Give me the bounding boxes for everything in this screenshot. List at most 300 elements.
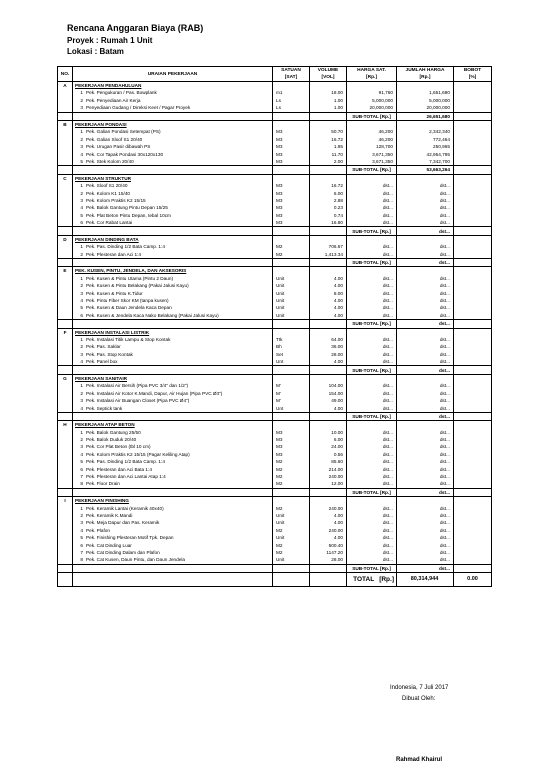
item-total: 5,000,000: [397, 97, 454, 104]
item-weight: [454, 512, 492, 519]
item-price: dst...: [347, 275, 397, 282]
item-no: 7: [80, 474, 83, 480]
table-row: [58, 197, 492, 204]
item-total: dst...: [397, 304, 454, 311]
empty-cell: [273, 258, 310, 266]
item-desc: [73, 534, 273, 541]
empty-cell: [58, 404, 73, 412]
empty-cell: [347, 120, 397, 128]
item-price: dst...: [347, 290, 397, 297]
item-weight: [454, 466, 492, 473]
empty-cell: [397, 328, 454, 336]
item-desc: [73, 436, 273, 443]
item-weight: [454, 458, 492, 465]
item-desc: [73, 197, 273, 204]
item-unit: M2: [273, 458, 310, 465]
item-total: dst...: [397, 297, 454, 304]
col-vol: VOLUME [VOL]: [310, 67, 347, 82]
item-desc: [73, 541, 273, 548]
item-vol: 1,413.34: [310, 251, 347, 259]
item-unit: M': [273, 382, 310, 389]
item-unit: Unit: [273, 297, 310, 304]
item-total: dst...: [397, 443, 454, 450]
item-desc: [73, 243, 273, 250]
item-unit: M3: [273, 219, 310, 227]
item-no: 1: [80, 275, 83, 281]
item-desc: [73, 466, 273, 473]
item-price: dst...: [347, 397, 397, 404]
item-price: 46,200: [347, 136, 397, 143]
item-unit: M3: [273, 136, 310, 143]
item-desc-text: Pek. Balok Gantung Pintu Depan 15/25: [86, 205, 168, 211]
item-desc-text: Pek. Meja Dapur dan Pas. Keramik: [86, 520, 160, 526]
empty-cell: [454, 412, 492, 420]
empty-cell: [397, 497, 454, 505]
item-desc-text: Pek. Kusen & Pintu Belakang (Pakai Jalusi Kayu): [86, 283, 189, 289]
item-unit: M3: [273, 443, 310, 450]
item-price: dst...: [347, 182, 397, 189]
empty-cell: [310, 258, 347, 266]
location-value: Batam: [99, 47, 124, 56]
empty-cell: [58, 128, 73, 135]
empty-cell: [273, 366, 310, 374]
item-weight: [454, 219, 492, 227]
empty-cell: [310, 573, 347, 587]
table-row: [58, 189, 492, 196]
empty-cell: [454, 374, 492, 382]
empty-cell: [73, 112, 273, 120]
table-row: [58, 351, 492, 358]
empty-cell: [454, 120, 492, 128]
table-row: [58, 275, 492, 282]
section-title: PEKERJAAN DINDING BATA: [73, 235, 273, 243]
item-unit: Ls: [273, 97, 310, 104]
item-price: 91,760: [347, 89, 397, 96]
item-desc: [73, 312, 273, 320]
item-total: dst...: [397, 351, 454, 358]
empty-cell: [454, 421, 492, 429]
subtotal-label: SUB-TOTAL [Rp.]: [347, 564, 397, 572]
item-unit: M2: [273, 504, 310, 511]
table-row: [58, 219, 492, 227]
empty-cell: [58, 166, 73, 174]
item-weight: [454, 151, 492, 158]
empty-cell: [310, 497, 347, 505]
empty-cell: [397, 174, 454, 182]
item-desc: [73, 282, 273, 289]
item-desc-text: Pek. Stek Kolom 20/40: [86, 159, 134, 164]
item-desc-text: Pek. Floor Drain: [86, 481, 120, 487]
item-price: dst...: [347, 312, 397, 320]
section-title: PEKERJAAN STRUKTUR: [73, 174, 273, 182]
empty-cell: [58, 366, 73, 374]
section-row: [58, 120, 492, 128]
section-row: [58, 497, 492, 505]
empty-cell: [347, 235, 397, 243]
empty-cell: [310, 328, 347, 336]
item-desc: [73, 336, 273, 343]
empty-cell: [73, 573, 273, 587]
empty-cell: [273, 82, 310, 90]
item-unit: M3: [273, 189, 310, 196]
empty-cell: [58, 104, 73, 112]
total-word: TOTAL: [353, 576, 375, 583]
empty-cell: [347, 328, 397, 336]
item-weight: [454, 443, 492, 450]
empty-cell: [58, 158, 73, 166]
item-vol: 64.00: [310, 336, 347, 343]
empty-cell: [454, 267, 492, 275]
subtotal-value: dst...: [397, 227, 454, 235]
section-row: [58, 328, 492, 336]
item-vol: 2.00: [310, 158, 347, 166]
empty-cell: [310, 174, 347, 182]
item-desc-text: Pek. Pas. Dinding 1/2 Bata Camp. 1:4: [86, 244, 165, 250]
section-code: E: [58, 267, 73, 275]
empty-cell: [310, 235, 347, 243]
item-weight: [454, 382, 492, 389]
item-weight: [454, 143, 492, 150]
empty-cell: [58, 312, 73, 320]
item-weight: [454, 527, 492, 534]
table-row: [58, 282, 492, 289]
item-price: dst...: [347, 204, 397, 211]
item-total: dst...: [397, 451, 454, 458]
item-desc: [73, 219, 273, 227]
item-desc-text: Pek. Instalasi Titik Lampu & Stop Kontak: [86, 336, 171, 342]
item-no: 4: [80, 151, 83, 157]
empty-cell: [58, 466, 73, 473]
item-no: 3: [80, 197, 83, 203]
empty-cell: [454, 227, 492, 235]
item-total: dst...: [397, 275, 454, 282]
item-price: dst...: [347, 527, 397, 534]
item-total: dst...: [397, 541, 454, 548]
empty-cell: [58, 390, 73, 397]
item-no: 1: [80, 129, 83, 135]
item-no: 4: [80, 205, 83, 211]
item-desc: [73, 473, 273, 480]
empty-cell: [73, 320, 273, 328]
item-no: 3: [80, 144, 83, 150]
item-weight: [454, 397, 492, 404]
item-weight: [454, 390, 492, 397]
item-no: 1: [80, 336, 83, 342]
item-no: 1: [80, 183, 83, 189]
item-unit: M2: [273, 527, 310, 534]
empty-cell: [310, 166, 347, 174]
item-unit: Set: [273, 351, 310, 358]
item-no: 2: [80, 251, 83, 257]
item-no: 2: [80, 437, 83, 443]
empty-cell: [58, 534, 73, 541]
item-desc: [73, 212, 273, 219]
item-desc: [73, 104, 273, 112]
item-total: dst...: [397, 219, 454, 227]
empty-cell: [58, 275, 73, 282]
empty-cell: [58, 143, 73, 150]
empty-cell: [58, 227, 73, 235]
section-code: C: [58, 174, 73, 182]
empty-cell: [58, 504, 73, 511]
item-vol: 1147.20: [310, 549, 347, 556]
item-no: 2: [80, 97, 83, 103]
item-price: dst...: [347, 282, 397, 289]
item-desc-text: Pek. Keramik K.Mandi: [86, 512, 133, 518]
item-no: 4: [80, 405, 83, 411]
item-unit: M3: [273, 436, 310, 443]
table-row: [58, 512, 492, 519]
item-unit: M3: [273, 197, 310, 204]
item-no: 3: [80, 351, 83, 357]
empty-cell: [347, 374, 397, 382]
grand-total-weight: 0.00: [454, 573, 492, 587]
empty-cell: [73, 227, 273, 235]
item-unit: M3: [273, 128, 310, 135]
item-unit: M': [273, 397, 310, 404]
item-vol: 12.00: [310, 480, 347, 488]
item-total: dst...: [397, 556, 454, 564]
item-desc: [73, 151, 273, 158]
item-no: 3: [80, 105, 83, 111]
table-row: [58, 297, 492, 304]
item-unit: M3: [273, 451, 310, 458]
item-unit: Unit: [273, 512, 310, 519]
empty-cell: [58, 382, 73, 389]
empty-cell: [397, 421, 454, 429]
item-no: 6: [80, 466, 83, 472]
item-weight: [454, 136, 492, 143]
empty-cell: [58, 282, 73, 289]
col-price: HARGA SAT. [Rp.]: [347, 67, 397, 82]
item-price: dst...: [347, 458, 397, 465]
item-desc: [73, 451, 273, 458]
item-unit: Unit: [273, 275, 310, 282]
empty-cell: [454, 258, 492, 266]
table-row: [58, 151, 492, 158]
item-desc: [73, 443, 273, 450]
item-total: dst...: [397, 312, 454, 320]
item-desc: [73, 504, 273, 511]
item-no: 6: [80, 312, 83, 318]
section-code: I: [58, 497, 73, 505]
item-desc: [73, 297, 273, 304]
item-price: dst...: [347, 436, 397, 443]
empty-cell: [58, 519, 73, 526]
item-price: 3,671,350: [347, 151, 397, 158]
item-total: dst...: [397, 512, 454, 519]
table-row: [58, 397, 492, 404]
empty-cell: [73, 166, 273, 174]
subtotal-row: [58, 227, 492, 235]
empty-cell: [454, 320, 492, 328]
item-vol: 50.70: [310, 128, 347, 135]
item-total: 42,954,795: [397, 151, 454, 158]
item-no: 5: [80, 159, 83, 164]
item-weight: [454, 351, 492, 358]
item-price: dst...: [347, 549, 397, 556]
table-header: [58, 67, 492, 82]
item-desc-text: Pek. Pas. Saklar: [86, 344, 121, 350]
empty-cell: [310, 421, 347, 429]
item-total: dst...: [397, 473, 454, 480]
item-no: 2: [80, 390, 83, 396]
empty-cell: [273, 497, 310, 505]
item-desc-text: Pek. Kusen & Pintu Utama (Pintu 2 Daun): [86, 275, 174, 281]
item-price: dst...: [347, 297, 397, 304]
empty-cell: [58, 112, 73, 120]
item-vol: 85.60: [310, 458, 347, 465]
item-no: 1: [80, 505, 83, 511]
item-total: dst...: [397, 343, 454, 350]
item-unit: M': [273, 390, 310, 397]
empty-cell: [347, 174, 397, 182]
item-vol: 4.00: [310, 312, 347, 320]
item-vol: 1.00: [310, 104, 347, 112]
table-row: [58, 458, 492, 465]
empty-cell: [310, 488, 347, 496]
item-vol: 4.00: [310, 304, 347, 311]
section-code: B: [58, 120, 73, 128]
item-no: 5: [80, 212, 83, 218]
item-desc-text: Pek. Instalasi Air Kotor K.Mandi, Dapur, Air Hujan (Pipa PVC Ø3"): [86, 390, 223, 396]
item-weight: [454, 212, 492, 219]
subtotal-row: [58, 258, 492, 266]
item-vol: 36.00: [310, 343, 347, 350]
item-desc-text: Pek. Penyediaan Air Kerja: [86, 97, 141, 103]
item-no: 4: [80, 451, 83, 457]
empty-cell: [273, 267, 310, 275]
item-no: 4: [80, 359, 83, 365]
item-vol: 104.00: [310, 382, 347, 389]
empty-cell: [58, 212, 73, 219]
item-weight: [454, 480, 492, 488]
item-price: dst...: [347, 519, 397, 526]
item-no: 3: [80, 398, 83, 404]
item-weight: [454, 189, 492, 196]
section-row: [58, 235, 492, 243]
item-desc: [73, 343, 273, 350]
item-desc-text: Pek. Pas. Dinding 1/2 Bata Camp. 1:4: [86, 459, 165, 465]
item-price: dst...: [347, 404, 397, 412]
item-price: dst...: [347, 480, 397, 488]
item-total: dst...: [397, 382, 454, 389]
empty-cell: [58, 412, 73, 420]
item-desc: [73, 519, 273, 526]
item-no: 5: [80, 535, 83, 541]
item-vol: 4.00: [310, 512, 347, 519]
table-row: [58, 336, 492, 343]
item-desc-text: Pek. Balok Duduk 20/40: [86, 437, 137, 443]
item-vol: 4.00: [310, 275, 347, 282]
empty-cell: [397, 82, 454, 90]
item-desc: [73, 549, 273, 556]
item-total: dst...: [397, 534, 454, 541]
table-row: [58, 534, 492, 541]
section-code: F: [58, 328, 73, 336]
item-desc: [73, 290, 273, 297]
empty-cell: [273, 328, 310, 336]
item-weight: [454, 541, 492, 548]
section-code: A: [58, 82, 73, 90]
empty-cell: [454, 564, 492, 572]
item-desc-text: Pek. Keramik Lantai (Keramik 40x40): [86, 505, 164, 511]
table-row: [58, 473, 492, 480]
empty-cell: [58, 219, 73, 227]
table-row: [58, 290, 492, 297]
item-price: dst...: [347, 451, 397, 458]
subtotal-row: [58, 412, 492, 420]
empty-cell: [58, 251, 73, 259]
empty-cell: [310, 412, 347, 420]
item-desc-text: Pek. Pas. Stop Kontak: [86, 351, 133, 357]
empty-cell: [273, 166, 310, 174]
table-row: [58, 480, 492, 488]
empty-cell: [58, 429, 73, 436]
empty-cell: [58, 97, 73, 104]
item-price: dst...: [347, 212, 397, 219]
item-weight: [454, 97, 492, 104]
empty-cell: [58, 351, 73, 358]
item-weight: [454, 534, 492, 541]
empty-cell: [347, 421, 397, 429]
subtotal-label: SUB-TOTAL [Rp.]: [347, 488, 397, 496]
table-row: [58, 436, 492, 443]
item-desc: [73, 480, 273, 488]
item-desc: [73, 97, 273, 104]
empty-cell: [273, 412, 310, 420]
item-price: dst...: [347, 304, 397, 311]
item-price: 20,000,000: [347, 104, 397, 112]
item-desc-text: Pek. Plesteran dan Aci Bata 1:4: [86, 466, 152, 472]
table-row: [58, 556, 492, 564]
item-price: dst...: [347, 556, 397, 564]
empty-cell: [310, 320, 347, 328]
empty-cell: [58, 258, 73, 266]
item-vol: 240.00: [310, 504, 347, 511]
item-desc: [73, 89, 273, 96]
item-weight: [454, 282, 492, 289]
grand-total-label: [347, 573, 397, 587]
item-desc: [73, 182, 273, 189]
item-total: 250,965: [397, 143, 454, 150]
item-price: 5,000,000: [347, 97, 397, 104]
item-vol: 500.40: [310, 541, 347, 548]
empty-cell: [58, 512, 73, 519]
item-no: 2: [80, 190, 83, 196]
item-no: 2: [80, 512, 83, 518]
item-weight: [454, 451, 492, 458]
item-price: dst...: [347, 343, 397, 350]
item-total: dst...: [397, 189, 454, 196]
section-code: D: [58, 235, 73, 243]
item-desc-text: Pek. Sloof S1 20/40: [86, 183, 128, 189]
item-total: dst...: [397, 390, 454, 397]
table-row: [58, 136, 492, 143]
item-unit: M2: [273, 473, 310, 480]
empty-cell: [58, 358, 73, 366]
subtotal-row: [58, 112, 492, 120]
item-unit: Unit: [273, 556, 310, 564]
section-title: PEKERJAAN SANITAIR: [73, 374, 273, 382]
table-row: [58, 97, 492, 104]
empty-cell: [273, 227, 310, 235]
empty-cell: [454, 328, 492, 336]
subtotal-value: dst...: [397, 258, 454, 266]
section-title: PEKERJAAN PENDAHULUAN: [73, 82, 273, 90]
table-row: [58, 212, 492, 219]
grand-total-row: [58, 573, 492, 587]
